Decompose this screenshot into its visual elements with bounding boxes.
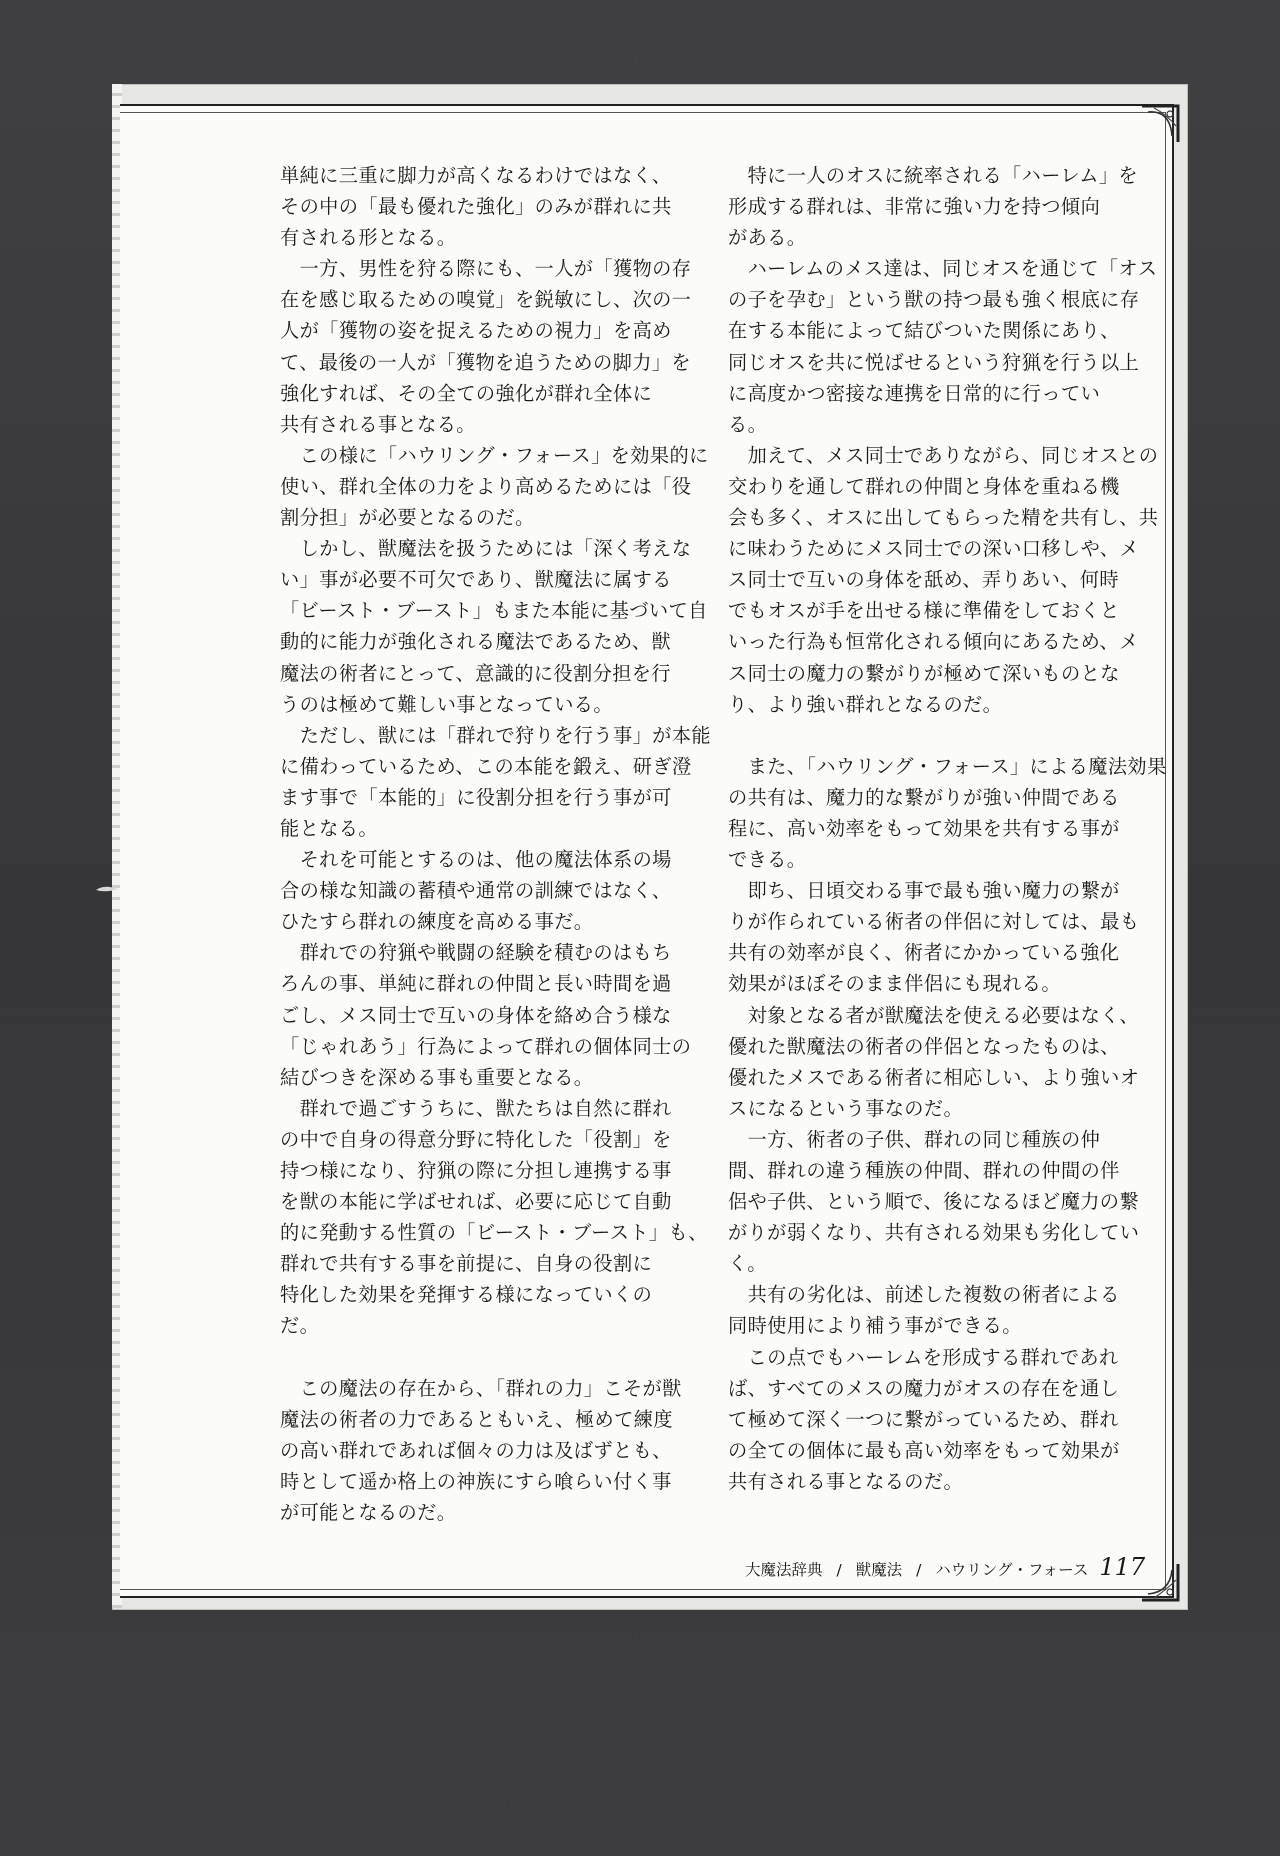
text-line: 対象となる者が獣魔法を使える必要はなく、 <box>728 1003 1139 1027</box>
text-line: 侶や子供、という順で、後になるほど魔力の繋 <box>728 1190 1139 1214</box>
text-line: 単純に三重に脚力が高くなるわけではなく、 <box>280 164 672 187</box>
text-line: 能となる。 <box>280 816 378 840</box>
text-line: ス同士で互いの身体を舐め、弄りあい、何時 <box>728 568 1119 592</box>
text-line: ス同士の魔力の繋がりが極めて深いものとな <box>728 661 1120 685</box>
text-line: 同じオスを共に悦ばせるという狩猟を行う以上 <box>728 350 1140 374</box>
text-line: 割分担」が必要となるのだ。 <box>280 506 535 530</box>
text-line: この点でもハーレムを形成する群れであれ <box>728 1345 1119 1369</box>
text-line: 一方、男性を狩る際にも、一人が「獲物の存 <box>280 257 692 281</box>
text-line: この魔法の存在から、「群れの力」こそが獣 <box>280 1376 682 1400</box>
text-line: しかし、獣魔法を扱うためには「深く考えな <box>280 537 692 561</box>
text-line: て極めて深く一つに繋がっているため、群れ <box>728 1407 1119 1431</box>
text-line: 持つ様になり、狩猟の際に分担し連携する事 <box>280 1159 672 1182</box>
text-line: ろんの事、単純に群れの仲間と長い時間を過 <box>280 972 672 996</box>
text-line: の共有は、魔力的な繋がりが強い仲間である <box>728 785 1120 809</box>
text-line: ハーレムのメス達は、同じオスを通じて「オス <box>728 257 1158 281</box>
text-line: り、より強い群れとなるのだ。 <box>728 692 1003 716</box>
footer-separator: / <box>836 1561 842 1579</box>
text-line: 一方、術者の子供、群れの同じ種族の仲 <box>728 1127 1101 1151</box>
text-line: 「じゃれあう」行為によって群れの個体同士の <box>280 1034 692 1058</box>
text-line: それを可能とするのは、他の魔法体系の場 <box>280 848 672 872</box>
text-line: だ。 <box>280 1314 320 1338</box>
text-line: いった行為も恒常化される傾向にあるため、メ <box>728 630 1139 654</box>
page-number: 117 <box>1099 1553 1146 1581</box>
text-line: に備わっているため、この本能を鍛え、研ぎ澄 <box>280 754 692 778</box>
text-line: 的に発動する性質の「ビースト・ブースト」も、 <box>280 1221 708 1245</box>
text-line: 魔法の術者の力であるともいえ、極めて練度 <box>280 1407 673 1431</box>
text-line: また、「ハウリング・フォース」による魔法効果 <box>728 754 1167 778</box>
text-line: 同時使用により補う事ができる。 <box>728 1314 1022 1338</box>
text-line: ば、すべてのメスの魔力がオスの存在を通し <box>728 1376 1120 1400</box>
text-line: 結びつきを深める事も重要となる。 <box>280 1065 594 1089</box>
text-line: る。 <box>728 412 768 436</box>
text-line: 群れで共有する事を前提に、自身の役割に <box>280 1252 653 1276</box>
text-line: 在する本能によって結びついた関係にあり、 <box>728 319 1120 343</box>
paper-fiber-mark-icon <box>96 884 118 896</box>
text-line: ひたすら群れの練度を高める事だ。 <box>280 910 594 934</box>
text-line: りが作られている術者の伴侶に対しては、最も <box>728 910 1140 934</box>
text-line: 動的に能力が強化される魔法であるため、獣 <box>280 630 671 654</box>
footer-category: 獣魔法 <box>855 1561 903 1579</box>
text-line: 使い、群れ全体の力をより高めるためには「役 <box>280 474 692 498</box>
text-line: がりが弱くなり、共有される効果も劣化してい <box>728 1221 1140 1245</box>
page-footer <box>745 1553 1165 1585</box>
text-line: 合の様な知識の蓄積や通常の訓練ではなく、 <box>280 879 672 903</box>
text-line: ます事で「本能的」に役割分担を行う事が可 <box>280 785 672 809</box>
text-line: 特化した効果を発揮する様になっていくの <box>280 1283 653 1307</box>
text-line: できる。 <box>728 848 807 872</box>
text-line: 特に一人のオスに統率される「ハーレム」を <box>728 164 1138 187</box>
text-line: 効果がほぼそのまま伴侶にも現れる。 <box>728 972 1061 996</box>
text-line: 「ビースト・ブースト」もまた本能に基づいて自 <box>280 599 708 623</box>
footer-chapter: ハウリング・フォース <box>935 1561 1089 1579</box>
footer-separator: / <box>916 1561 922 1579</box>
text-line: 程に、高い効率をもって効果を共有する事が <box>728 816 1120 840</box>
text-line: に高度かつ密接な連携を日常的に行ってい <box>728 381 1101 405</box>
text-line: 在を感じ取るための嗅覚」を鋭敏にし、次の一 <box>280 288 692 312</box>
text-line: 共有の効率が良く、術者にかかっている強化 <box>728 941 1120 965</box>
text-line: 優れたメスである術者に相応しい、より強いオ <box>728 1065 1140 1089</box>
text-line: が可能となるのだ。 <box>280 1501 457 1525</box>
text-line: 会も多く、オスに出してもらった精を共有し、共 <box>728 506 1159 530</box>
text-line: ただし、獣には「群れで狩りを行う事」が本能 <box>280 723 711 747</box>
text-line: に味わうためにメス同士での深い口移しや、メ <box>728 537 1139 561</box>
text-line: うのは極めて難しい事となっている。 <box>280 692 613 716</box>
text-line: 魔法の術者にとって、意識的に役割分担を行 <box>280 661 671 685</box>
text-line <box>728 720 1128 751</box>
text-line: く。 <box>728 1252 767 1276</box>
text-line: 間、群れの違う種族の仲間、群れの仲間の伴 <box>728 1159 1120 1182</box>
text-line: その中の「最も優れた強化」のみが群れに共 <box>280 195 672 219</box>
text-line: 加えて、メス同士でありながら、同じオスとの <box>728 443 1159 467</box>
text-line: ごし、メス同士で互いの身体を絡め合う様な <box>280 1003 672 1027</box>
text-line: 共有の劣化は、前述した複数の術者による <box>728 1283 1120 1307</box>
text-line: の高い群れであれば個々の力は及ばずとも、 <box>280 1438 672 1462</box>
footer-book-title: 大魔法辞典 <box>745 1561 823 1579</box>
text-line: がある。 <box>728 226 807 250</box>
text-line: 群れで過ごすうちに、獣たちは自然に群れ <box>280 1096 672 1120</box>
text-line: 即ち、日頃交わる事で最も強い魔力の繋が <box>728 879 1120 903</box>
text-line: 人が「獲物の姿を捉えるための視力」を高め <box>280 319 672 343</box>
text-line: 共有される事となるのだ。 <box>728 1469 964 1493</box>
text-line: 群れでの狩猟や戦闘の経験を積むのはもち <box>280 941 672 965</box>
text-line: 優れた獣魔法の術者の伴侶となったものは、 <box>728 1034 1120 1058</box>
text-line: て、最後の一人が「獲物を追うための脚力」を <box>280 350 691 374</box>
text-line: 有される形となる。 <box>280 226 457 250</box>
text-line: 交わりを通して群れの仲間と身体を重ねる機 <box>728 474 1120 498</box>
text-line: スになるという事なのだ。 <box>728 1096 964 1120</box>
text-line: の全ての個体に最も高い効率をもって効果が <box>728 1438 1120 1462</box>
text-line: 時として遥か格上の神族にすら喰らい付く事 <box>280 1469 672 1493</box>
text-line <box>280 1342 682 1373</box>
text-line: この様に「ハウリング・フォース」を効果的に <box>280 443 709 467</box>
right-text-column <box>728 160 1167 1497</box>
text-line: を獣の本能に学ばせれば、必要に応じて自動 <box>280 1190 672 1214</box>
text-line: 共有される事となる。 <box>280 412 476 436</box>
text-line: の子を孕む」という獣の持つ最も強く根底に存 <box>728 288 1140 312</box>
text-line: の中で自身の得意分野に特化した「役割」を <box>280 1127 672 1151</box>
text-line: 形成する群れは、非常に強い力を持つ傾向 <box>728 195 1101 219</box>
text-line: い」事が必要不可欠であり、獣魔法に属する <box>280 568 672 592</box>
text-line: でもオスが手を出せる様に準備をしておくと <box>728 599 1120 623</box>
text-line: 強化すれば、その全ての強化が群れ全体に <box>280 381 653 405</box>
left-text-column <box>280 160 711 1528</box>
